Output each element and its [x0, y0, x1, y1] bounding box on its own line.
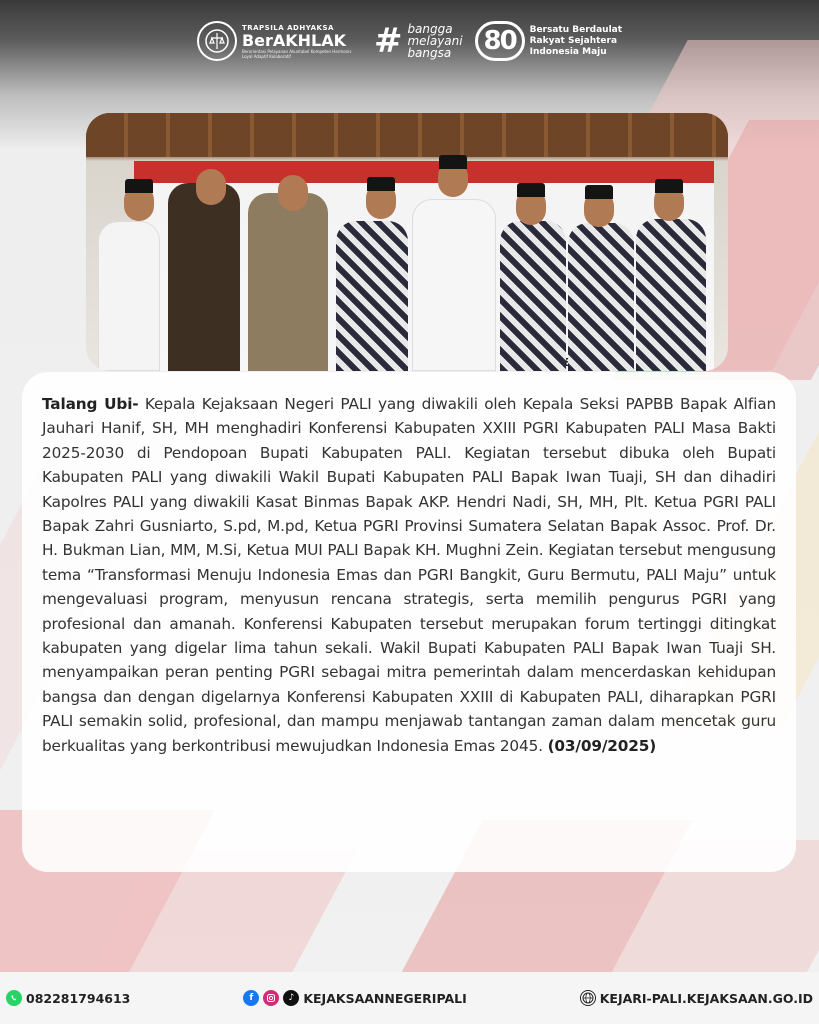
berakhlak-sub-text: Berorientasi Pelayanan Akuntabel Kompeten Harmonis Loyal Adaptif Kolaboratif — [241, 48, 352, 59]
article-lead: Talang Ubi- — [42, 395, 139, 413]
globe-icon — [580, 990, 596, 1006]
bangga-line1: bangga — [407, 22, 453, 36]
bangga-melayani-logo — [374, 23, 463, 59]
hut-80-logo — [475, 21, 622, 61]
instagram-icon — [263, 990, 279, 1006]
footer-social[interactable] — [243, 990, 466, 1006]
header-logos — [0, 12, 819, 70]
person-cap — [125, 179, 153, 193]
person-cap — [655, 179, 683, 193]
whatsapp-icon — [6, 990, 22, 1006]
facebook-icon: f — [243, 990, 259, 1006]
person-cap — [439, 155, 467, 169]
event-photo — [86, 113, 728, 371]
footer-website[interactable] — [580, 990, 813, 1006]
person-cap — [517, 183, 545, 197]
photo-ceiling — [86, 113, 728, 157]
person-silhouette — [168, 183, 240, 371]
footer-phone[interactable] — [6, 990, 130, 1006]
person-silhouette — [98, 221, 160, 371]
social-handle: KEJAKSAANNEGERIPALI — [303, 990, 467, 1006]
eighty-line2: Rakyat Sejahtera — [529, 35, 618, 46]
person-silhouette — [568, 223, 634, 371]
person-cap — [367, 177, 395, 191]
article-card — [22, 372, 796, 872]
kejaksaan-emblem-icon — [197, 21, 237, 61]
berakhlak-logo — [197, 21, 362, 61]
person-head — [278, 175, 308, 211]
person-silhouette — [336, 221, 408, 371]
eighty-line1: Bersatu Berdaulat — [529, 24, 623, 35]
eighty-badge: 80 — [475, 21, 525, 61]
article-date: (03/09/2025) — [547, 736, 657, 755]
article-body: Kepala Kejaksaan Negeri PALI yang diwakili oleh Kepala Seksi PAPBB Bapak Alfian Jauhari Hanif, SH, MH menghadiri Konferensi Kabupaten XXIII PGRI Kabupaten PALI Masa Bakti 2025-2030 di Pendopoan Bupati Kabupaten PALI. Kegiatan tersebut dibuka oleh Bupati Kabupaten PALI yang diwakili Wakil Bupati Kabupaten PALI Bapak Iwan Tuaji, SH dan dihadiri Kapolres PALI yang diwakili Kasat Binmas Bapak AKP. Hendri Nadi, SH, MH, Plt. Ketua PGRI PALI Bapak Zahri Gusniarto, S.pd, M.pd, Ketua PGRI Provinsi Sumatera Selatan Bapak Assoc. Prof. Dr. H. Bukman Lian, MM, M.Si, Ketua MUI PALI Bapak KH. Mughni Zein. Kegiatan tersebut mengusung tema “Transformasi Menuju Indonesia Emas dan PGRI Bangkit, Guru Bermutu, PALI Maju” untuk mengevaluasi program, menyusun rencana strategis, serta memilih pengurus PGRI yang profesional dan amanah. Konferensi Kabupaten tersebut merupakan forum tertinggi ditingkat kabupaten yang digelar lima tahun sekali. Wakil Bupati Kabupaten PALI Bapak Iwan Tuaji SH. menyampaikan peran penting PGRI sebagai mitra pemerintah dalam mencerdaskan kehidupan bangsa dan dengan digelarnya Konferensi Kabupaten XXIII di Kabupaten PALI, diharapkan PGRI PALI semakin solid, profesional, dan mampu menjawab tantangan zaman dalam mencetak guru berkualitas yang berkontribusi mewujudkan Indonesia Emas 2045. — [42, 395, 776, 755]
footer — [0, 972, 819, 1024]
website-url: KEJARI-PALI.KEJAKSAAN.GO.ID — [599, 990, 813, 1006]
berakhlak-brand-text: BerAKHLAK — [241, 30, 347, 50]
person-silhouette — [412, 199, 496, 371]
person-cap — [585, 185, 613, 199]
hash-icon: # — [373, 21, 403, 61]
tiktok-icon: ♪ — [283, 990, 299, 1006]
bangga-line3: bangsa — [407, 46, 452, 60]
person-silhouette — [636, 219, 706, 371]
bangga-line2: melayani — [407, 34, 463, 48]
person-silhouette — [500, 221, 566, 371]
phone-number: 082281794613 — [26, 990, 131, 1006]
berakhlak-top-text: TRAPSILA ADHYAKSA — [241, 23, 334, 32]
person-silhouette — [248, 193, 328, 371]
article-paragraph — [42, 392, 776, 758]
person-head — [196, 169, 226, 205]
eighty-line3: Indonesia Maju — [529, 46, 607, 57]
